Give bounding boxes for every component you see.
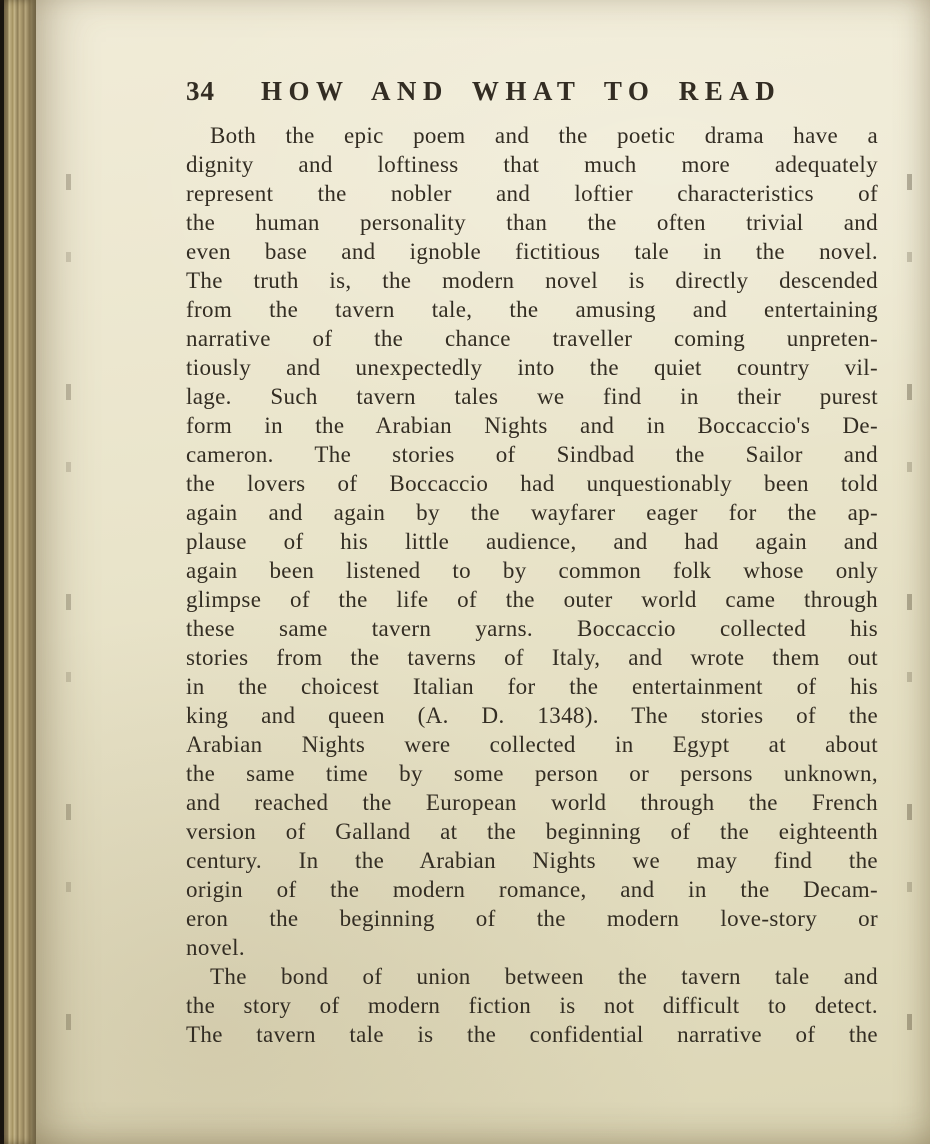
text-line: narrative of the chance traveller coming unpreten- — [186, 326, 878, 351]
body-text — [36, 107, 930, 1049]
text-line: Both the epic poem and the poetic drama have a — [210, 123, 878, 148]
text-line: version of Galland at the beginning of the eighteenth — [186, 819, 878, 844]
text-line: stories from the taverns of Italy, and wrote them out — [186, 645, 878, 670]
text-line: the human personality than the often trivial and — [186, 210, 878, 235]
text-line: The tavern tale is the confidential narrative of the — [186, 1022, 878, 1047]
running-title: HOW AND WHAT TO READ — [261, 76, 782, 106]
page-number: 34 — [186, 76, 215, 106]
text-line: from the tavern tale, the amusing and entertaining — [186, 297, 878, 322]
text-line: lage. Such tavern tales we find in their purest — [186, 384, 878, 409]
text-line: cameron. The stories of Sindbad the Sailor and — [186, 442, 878, 467]
page — [36, 0, 930, 1144]
text-line: again been listened to by common folk whose only — [186, 558, 878, 583]
text-line: century. In the Arabian Nights we may find the — [186, 848, 878, 873]
text-line: again and again by the wayfarer eager for the ap- — [186, 500, 878, 525]
text-line: the same time by some person or persons unknown, — [186, 761, 878, 786]
text-line: the lovers of Boccaccio had unquestionably been told — [186, 471, 878, 496]
text-line: the story of modern fiction is not difficult to detect. — [186, 993, 878, 1018]
book-spine-edge — [0, 0, 36, 1144]
text-line: dignity and loftiness that much more adequately — [186, 152, 878, 177]
text-line: form in the Arabian Nights and in Boccaccio's De- — [186, 413, 878, 438]
text-line: origin of the modern romance, and in the Decam- — [186, 877, 878, 902]
text-line: plause of his little audience, and had again and — [186, 529, 878, 554]
text-line: novel. — [186, 935, 245, 960]
text-line: eron the beginning of the modern love-story or — [186, 906, 878, 931]
text-line: and reached the European world through the French — [186, 790, 878, 815]
text-line: these same tavern yarns. Boccaccio collected his — [186, 616, 878, 641]
text-line: in the choicest Italian for the entertainment of his — [186, 674, 878, 699]
text-line: even base and ignoble fictitious tale in the novel. — [186, 239, 878, 264]
text-line: The bond of union between the tavern tale and — [210, 964, 878, 989]
page-edge-marks — [907, 120, 912, 1064]
text-line: glimpse of the life of the outer world came through — [186, 587, 878, 612]
page-header — [36, 0, 930, 107]
text-line: The truth is, the modern novel is directly descended — [186, 268, 878, 293]
text-line: represent the nobler and loftier characteristics of — [186, 181, 878, 206]
text-line: Arabian Nights were collected in Egypt at about — [186, 732, 878, 757]
left-margin-scan-marks — [66, 120, 71, 1064]
text-line: king and queen (A. D. 1348). The stories of the — [186, 703, 878, 728]
text-line: tiously and unexpectedly into the quiet country vil- — [186, 355, 878, 380]
